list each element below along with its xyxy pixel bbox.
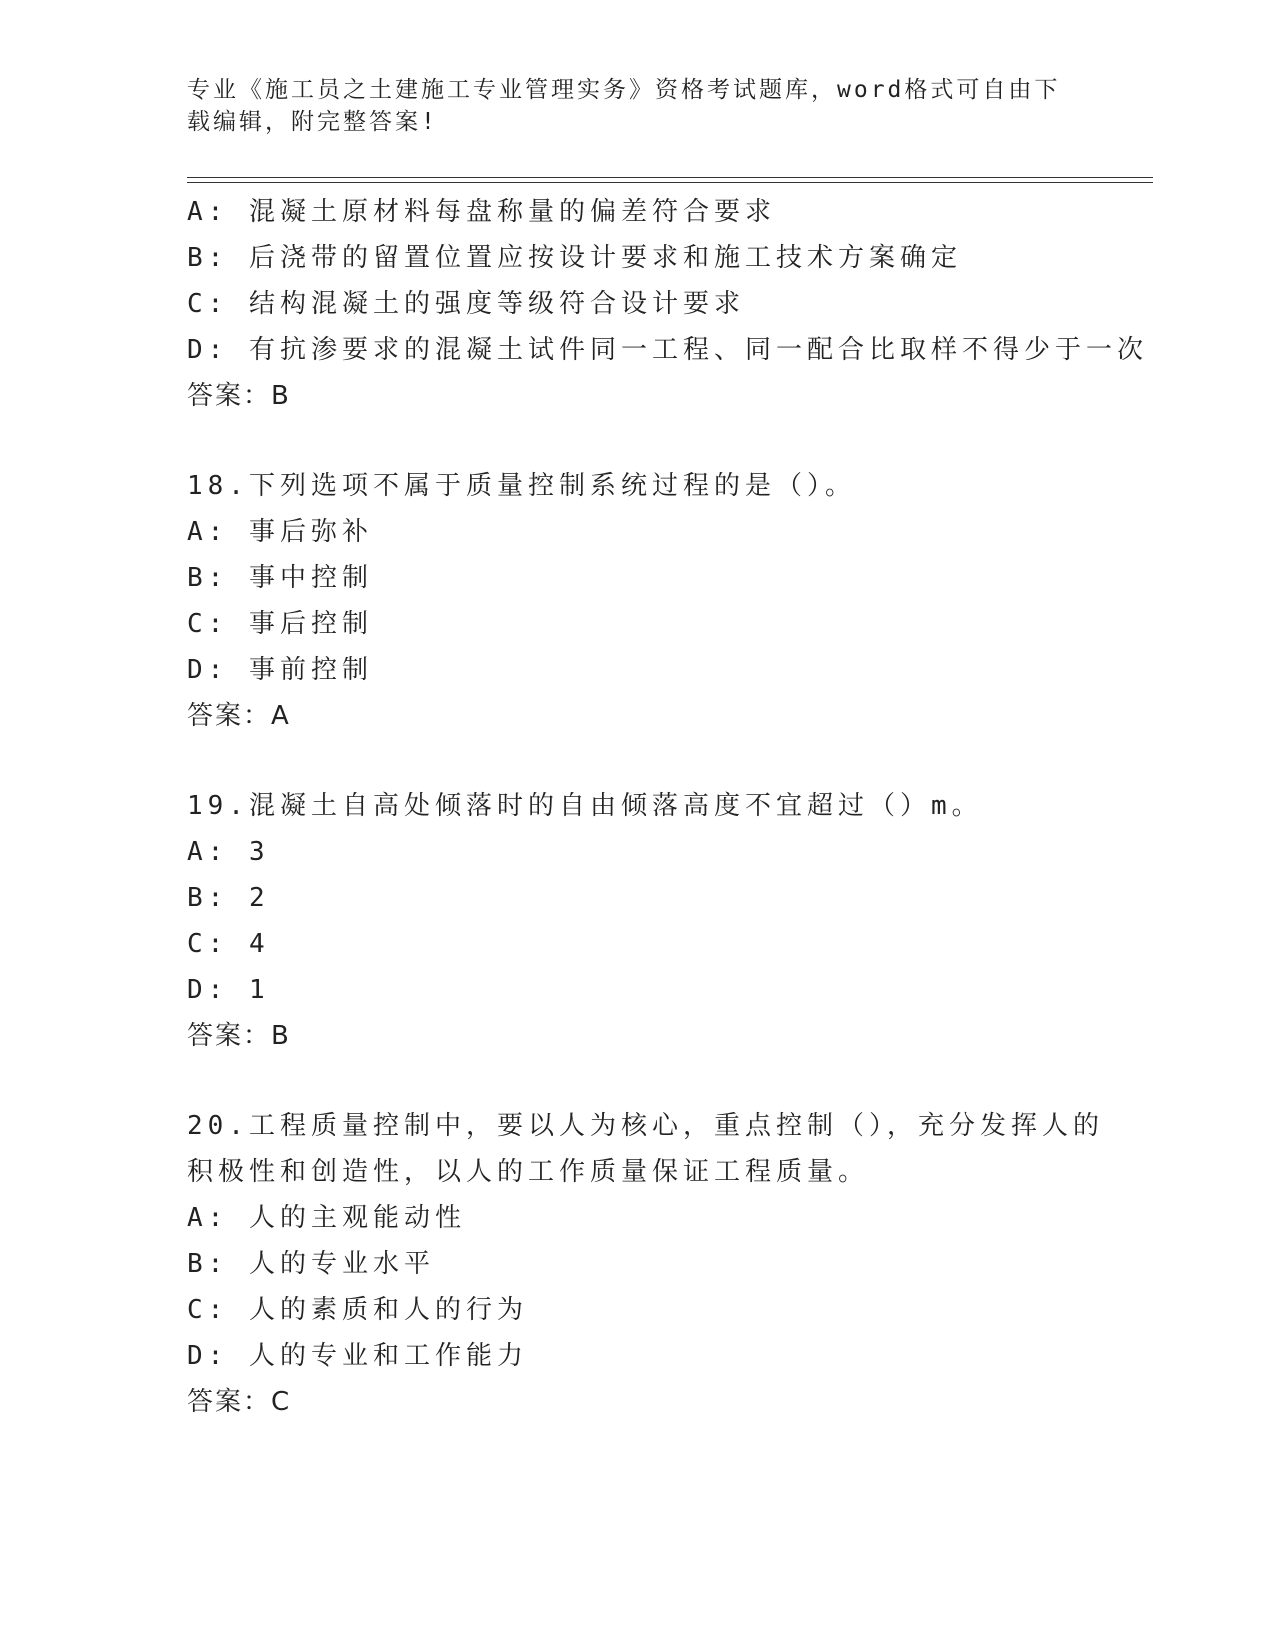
- option-a: A: 人的主观能动性: [187, 1203, 466, 1233]
- option-c: C: 人的素质和人的行为: [187, 1295, 528, 1325]
- question-stem: 20.工程质量控制中，要以人为核心，重点控制（），充分发挥人的积极性和创造性，以人的工作质量保证工程质量。: [187, 1111, 1104, 1187]
- answer: 答案：A: [187, 701, 291, 731]
- option-b: B: 事中控制: [187, 563, 373, 593]
- question-20: [187, 1103, 1127, 1425]
- option-c: C: 4: [187, 929, 270, 959]
- answer: 答案：C: [187, 1387, 292, 1417]
- option-d: D: 事前控制: [187, 655, 373, 685]
- header-divider-bottom: [187, 182, 1153, 183]
- option-d: D: 有抗渗要求的混凝土试件同一工程、同一配合比取样不得少于一次: [187, 335, 1148, 365]
- document-header: 专业《施工员之土建施工专业管理实务》资格考试题库，word格式可自由下载编辑，附完整答案!: [187, 77, 1061, 135]
- answer: 答案：B: [187, 1021, 291, 1051]
- option-d: D: 人的专业和工作能力: [187, 1341, 528, 1371]
- option-a: A: 3: [187, 837, 270, 867]
- question-18: [187, 463, 1127, 739]
- header-divider-top: [187, 177, 1153, 178]
- question-stem: 19.混凝土自高处倾落时的自由倾落高度不宜超过（）m。: [187, 791, 983, 821]
- option-c: C: 结构混凝土的强度等级符合设计要求: [187, 289, 745, 319]
- question-stem: 18.下列选项不属于质量控制系统过程的是（）。: [187, 471, 856, 501]
- option-a: A: 混凝土原材料每盘称量的偏差符合要求: [187, 197, 776, 227]
- option-b: B: 人的专业水平: [187, 1249, 435, 1279]
- question-19: [187, 783, 1127, 1059]
- answer: 答案：B: [187, 381, 291, 411]
- option-d: D: 1: [187, 975, 270, 1005]
- question-list: [187, 189, 1148, 1425]
- option-b: B: 2: [187, 883, 270, 913]
- option-c: C: 事后控制: [187, 609, 373, 639]
- option-a: A: 事后弥补: [187, 517, 373, 547]
- option-b: B: 后浇带的留置位置应按设计要求和施工技术方案确定: [187, 243, 962, 273]
- question-17-continued: [187, 189, 1148, 419]
